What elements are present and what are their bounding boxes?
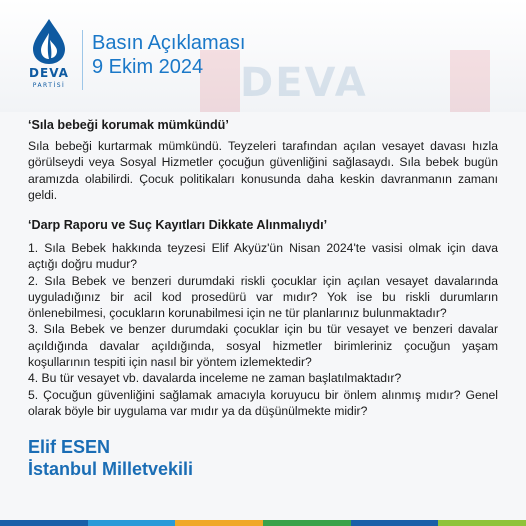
footer-segment bbox=[351, 520, 439, 526]
list-item: 5. Çocuğun güvenliğini sağlamak amacıyla koruyucu bir önlem alınmış mıdır? Genel olarak böyle bir uygulama var mıdır ya da düşünülmekte midir? bbox=[28, 387, 498, 418]
flag-decoration bbox=[450, 50, 490, 120]
logo-subtitle: PARTİSİ bbox=[32, 82, 66, 89]
signature-name: Elif ESEN bbox=[28, 437, 111, 457]
background-wordmark: DEVA bbox=[240, 60, 368, 106]
footer-segment bbox=[263, 520, 351, 526]
footer-segment bbox=[175, 520, 263, 526]
list-item: 3. Sıla Bebek ve benzer durumdaki çocuklar için bu tür vesayet ve benzeri davalar açıldığında davalar açıldığında, sosyal hizmetler birimleriniz çocuğun yaşam koşullarının tespiti için nasıl bir yöntem izlemektedir? bbox=[28, 322, 498, 370]
section2-heading: ‘Darp Raporu ve Suç Kayıtları Dikkate Alınmalıydı’ bbox=[28, 218, 328, 232]
section1-paragraph: Sıla bebeği kurtarmak mümkündü. Teyzeleri tarafından açılan vesayet davası hızla görülseydi veya Sosyal Hizmetler çocuğun güvenliğini sağlasaydı. Sıla bebek bugün aramızda olabilirdi. Çocuk politikaları konusunda daha keskin davranmanın zamanı geldi. bbox=[28, 139, 498, 202]
divider bbox=[82, 30, 83, 90]
list-item: 2. Sıla Bebek ve benzeri durumdaki riskli çocuklar için açılan vesayet davalarında uyguladığınız bir acil kod prosedürü var mıdır? Yok ise bu riskli durumların önlenebilmesi, çocukların korunabilmesi için ne tür planlarınız bulunmaktadır? bbox=[28, 273, 498, 321]
signature-title: İstanbul Milletvekili bbox=[28, 459, 194, 479]
flag-decoration bbox=[200, 50, 240, 120]
list-item: 4. Bu tür vesayet vb. davalarda inceleme ne zaman başlatılmaktadır? bbox=[28, 371, 402, 386]
question-list bbox=[28, 240, 498, 419]
signature bbox=[28, 436, 193, 480]
footer-segment bbox=[88, 520, 176, 526]
section1-heading: ‘Sıla bebeği korumak mümkündü’ bbox=[28, 118, 229, 132]
footer-segment bbox=[438, 520, 526, 526]
footer-color-bar bbox=[0, 520, 526, 526]
deva-logo bbox=[24, 16, 74, 102]
header bbox=[0, 0, 526, 112]
page-title: Basın Açıklaması bbox=[92, 32, 246, 54]
logo-name: DEVA bbox=[29, 66, 69, 80]
list-item: 1. Sıla Bebek hakkında teyzesi Elif Akyüz'ün Nisan 2024'te vasisi olmak için dava açtığı doğru mudur? bbox=[28, 241, 498, 272]
footer-segment bbox=[0, 520, 88, 526]
release-date: 9 Ekim 2024 bbox=[92, 56, 204, 78]
drop-icon bbox=[24, 16, 74, 66]
